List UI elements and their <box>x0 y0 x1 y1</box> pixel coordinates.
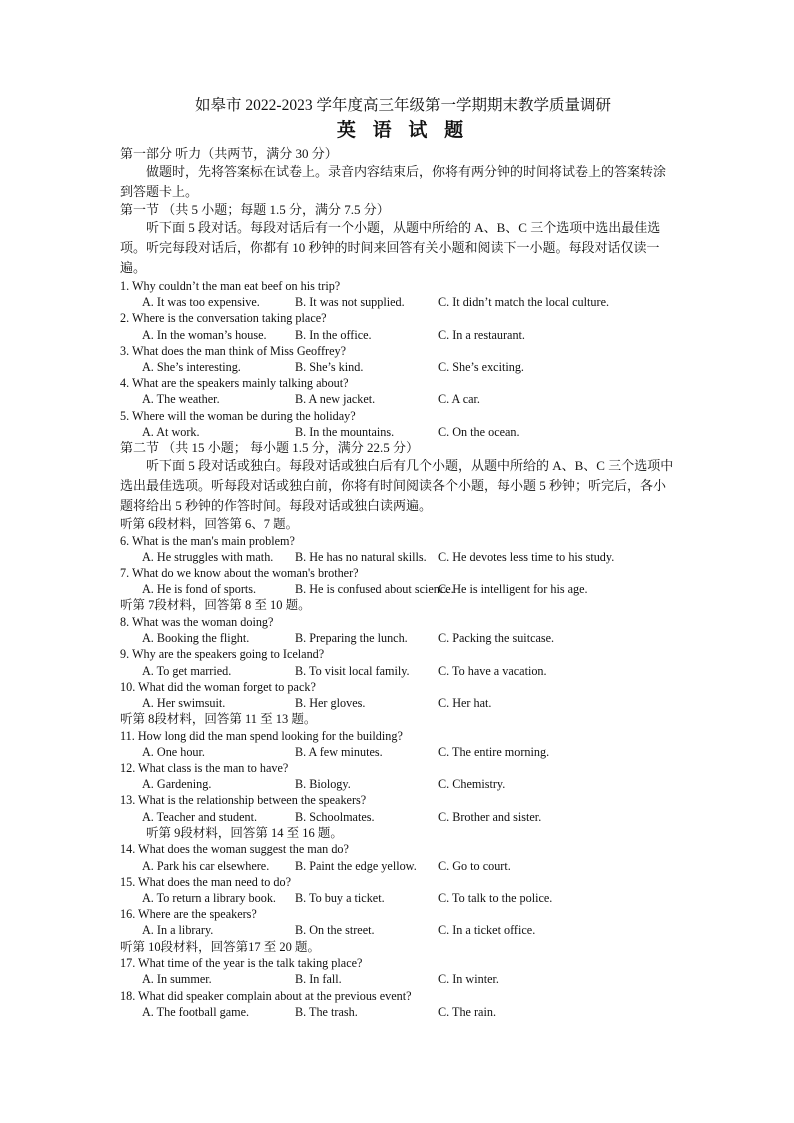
option-c: C. To have a vacation. <box>438 663 547 678</box>
material-7-label: 听第 7段材料，回答第 8 至 10 题。 <box>120 598 311 613</box>
option-c: C. She’s exciting. <box>438 359 524 374</box>
question-18-options <box>120 1004 676 1020</box>
question-3: 3. What does the man think of Miss Geoffrey? <box>120 343 346 358</box>
section2-heading: 第二节 （共 15 小题； 每小题 1.5 分，满分 22.5 分） <box>120 439 420 455</box>
question-group-8-10 <box>120 614 676 711</box>
question-group-1-5 <box>120 278 676 440</box>
option-a: A. The weather. <box>142 392 220 407</box>
question-13: 13. What is the relationship between the speakers? <box>120 793 367 808</box>
part1-heading: 第一部分 听力（共两节，满分 30 分） <box>120 146 338 161</box>
option-c: C. In winter. <box>438 972 499 987</box>
option-c: C. Go to court. <box>438 858 511 873</box>
question-14: 14. What does the woman suggest the man do? <box>120 842 349 857</box>
material-9-label: 听第 9段材料，回答第 14 至 16 题。 <box>146 825 343 840</box>
option-b: B. A new jacket. <box>295 392 376 407</box>
option-b: B. To visit local family. <box>295 663 410 678</box>
option-a: A. She’s interesting. <box>142 359 241 374</box>
option-a: A. It was too expensive. <box>142 295 260 310</box>
material-8-label: 听第 8段材料，回答第 11 至 13 题。 <box>120 712 317 727</box>
option-a: A. In summer. <box>142 972 212 987</box>
option-b: B. It was not supplied. <box>295 295 405 310</box>
question-5-options <box>120 424 676 440</box>
option-a: A. He struggles with math. <box>142 549 274 564</box>
option-c: C. To talk to the police. <box>438 891 553 906</box>
question-7: 7. What do we know about the woman's brother? <box>120 565 359 580</box>
option-c: C. He is intelligent for his age. <box>438 582 588 597</box>
question-8: 8. What was the woman doing? <box>120 614 274 629</box>
question-group-11-13 <box>120 728 676 825</box>
question-15-options <box>120 890 676 906</box>
question-14-options <box>120 858 676 874</box>
question-2: 2. Where is the conversation taking place? <box>120 311 327 326</box>
question-1: 1. Why couldn’t the man eat beef on his trip? <box>120 279 341 293</box>
question-18: 18. What did speaker complain about at the previous event? <box>120 988 412 1003</box>
option-b: B. In the office. <box>295 327 372 342</box>
question-16: 16. Where are the speakers? <box>120 907 257 922</box>
option-b: B. Preparing the lunch. <box>295 631 408 646</box>
option-b: B. The trash. <box>295 1004 358 1019</box>
option-b: B. She’s kind. <box>295 359 364 374</box>
question-3-options <box>120 359 676 375</box>
option-b: B. In the mountains. <box>295 424 395 439</box>
exam-page <box>120 96 676 1020</box>
question-7-options <box>120 581 676 597</box>
option-b: B. In fall. <box>295 972 342 987</box>
part1-instructions: 做题时，先将答案标在试卷上。录音内容结束后，你将有两分钟的时间将试卷上的答案转涂到答题卡上。 <box>120 164 667 199</box>
option-c: C. He devotes less time to his study. <box>438 549 615 564</box>
option-a: A. To get married. <box>142 663 232 678</box>
option-c: C. The entire morning. <box>438 744 550 759</box>
question-11-options <box>120 744 676 760</box>
option-c: C. It didn’t match the local culture. <box>438 295 610 310</box>
subject-title: 英 语 试 题 <box>336 120 470 141</box>
option-a: A. Park his car elsewhere. <box>142 858 270 873</box>
question-group-17-18 <box>120 955 676 1020</box>
section2-instructions: 听下面 5 段对话或独白。每段对话或独白后有几个小题，从题中所给的 A、B、C 三个选项中选出最佳选项。听每段对话或独白前，你将有时间阅读各个小题，每小题 5 秒钟；听完后，各小题将给出 5 秒钟的作答时间。每段对话或独白读两遍。 <box>120 457 674 513</box>
option-a: A. Gardening. <box>142 777 212 792</box>
option-c: C. Brother and sister. <box>438 809 542 824</box>
option-c: C. A car. <box>438 392 480 407</box>
question-10: 10. What did the woman forget to pack? <box>120 679 316 694</box>
question-2-options <box>120 327 676 343</box>
option-c: C. The rain. <box>438 1004 496 1019</box>
section1-instructions: 听下面 5 段对话。每段对话后有一个小题，从题中所给的 A、B、C 三个选项中选出最佳选项。听完每段对话后，你都有 10 秒钟的时间来回答有关小题和阅读下一小题。每段对话仅读一遍。 <box>120 220 661 275</box>
option-b: B. Biology. <box>295 777 351 792</box>
section1-heading: 第一节 （共 5 小题；每题 1.5 分，满分 7.5 分） <box>120 202 390 217</box>
question-16-options <box>120 922 676 938</box>
option-a: A. Booking the flight. <box>142 631 250 646</box>
option-c: C. Packing the suitcase. <box>438 631 555 646</box>
option-a: A. In a library. <box>142 923 214 938</box>
question-10-options <box>120 695 676 711</box>
question-5: 5. Where will the woman be during the holiday? <box>120 408 356 423</box>
option-c: C. Chemistry. <box>438 777 506 792</box>
question-8-options <box>120 630 676 646</box>
question-12: 12. What class is the man to have? <box>120 761 289 776</box>
question-group-14-16 <box>120 841 676 938</box>
question-group-6-7 <box>120 533 676 598</box>
question-17: 17. What time of the year is the talk taking place? <box>120 956 363 971</box>
question-17-options <box>120 971 676 987</box>
material-10-label: 听第 10段材料，回答第17 至 20 题。 <box>120 939 321 954</box>
question-6: 6. What is the man's main problem? <box>120 533 295 548</box>
option-a: A. In the woman’s house. <box>142 327 267 342</box>
option-b: B. Schoolmates. <box>295 809 375 824</box>
option-b: B. Her gloves. <box>295 695 366 710</box>
option-a: A. Teacher and student. <box>142 809 258 824</box>
question-4-options <box>120 391 676 407</box>
option-a: A. One hour. <box>142 744 205 759</box>
exam-title: 如皋市 2022-2023 学年度高三年级第一学期期末教学质量调研 <box>195 97 611 114</box>
question-6-options <box>120 549 676 565</box>
option-a: A. At work. <box>142 424 200 439</box>
option-b: B. He has no natural skills. <box>295 549 427 564</box>
option-c: C. On the ocean. <box>438 424 520 439</box>
option-b: B. Paint the edge yellow. <box>295 858 417 873</box>
question-4: 4. What are the speakers mainly talking about? <box>120 376 349 391</box>
option-b: B. On the street. <box>295 923 375 938</box>
option-b: B. He is confused about science. <box>295 582 454 597</box>
option-a: A. To return a library book. <box>142 891 276 906</box>
option-b: B. To buy a ticket. <box>295 891 385 906</box>
option-c: C. In a restaurant. <box>438 327 525 342</box>
question-13-options <box>120 809 676 825</box>
question-12-options <box>120 776 676 792</box>
option-a: A. He is fond of sports. <box>142 582 257 597</box>
option-c: C. Her hat. <box>438 695 492 710</box>
question-1-options <box>120 294 676 310</box>
question-11: 11. How long did the man spend looking for the building? <box>120 728 403 743</box>
option-c: C. In a ticket office. <box>438 923 536 938</box>
material-6-label: 听第 6段材料，回答第 6、7 题。 <box>120 516 299 531</box>
question-15: 15. What does the man need to do? <box>120 874 292 889</box>
question-9-options <box>120 663 676 679</box>
option-b: B. A few minutes. <box>295 744 383 759</box>
option-a: A. The football game. <box>142 1004 250 1019</box>
question-9: 9. Why are the speakers going to Iceland? <box>120 647 325 662</box>
option-a: A. Her swimsuit. <box>142 695 226 710</box>
